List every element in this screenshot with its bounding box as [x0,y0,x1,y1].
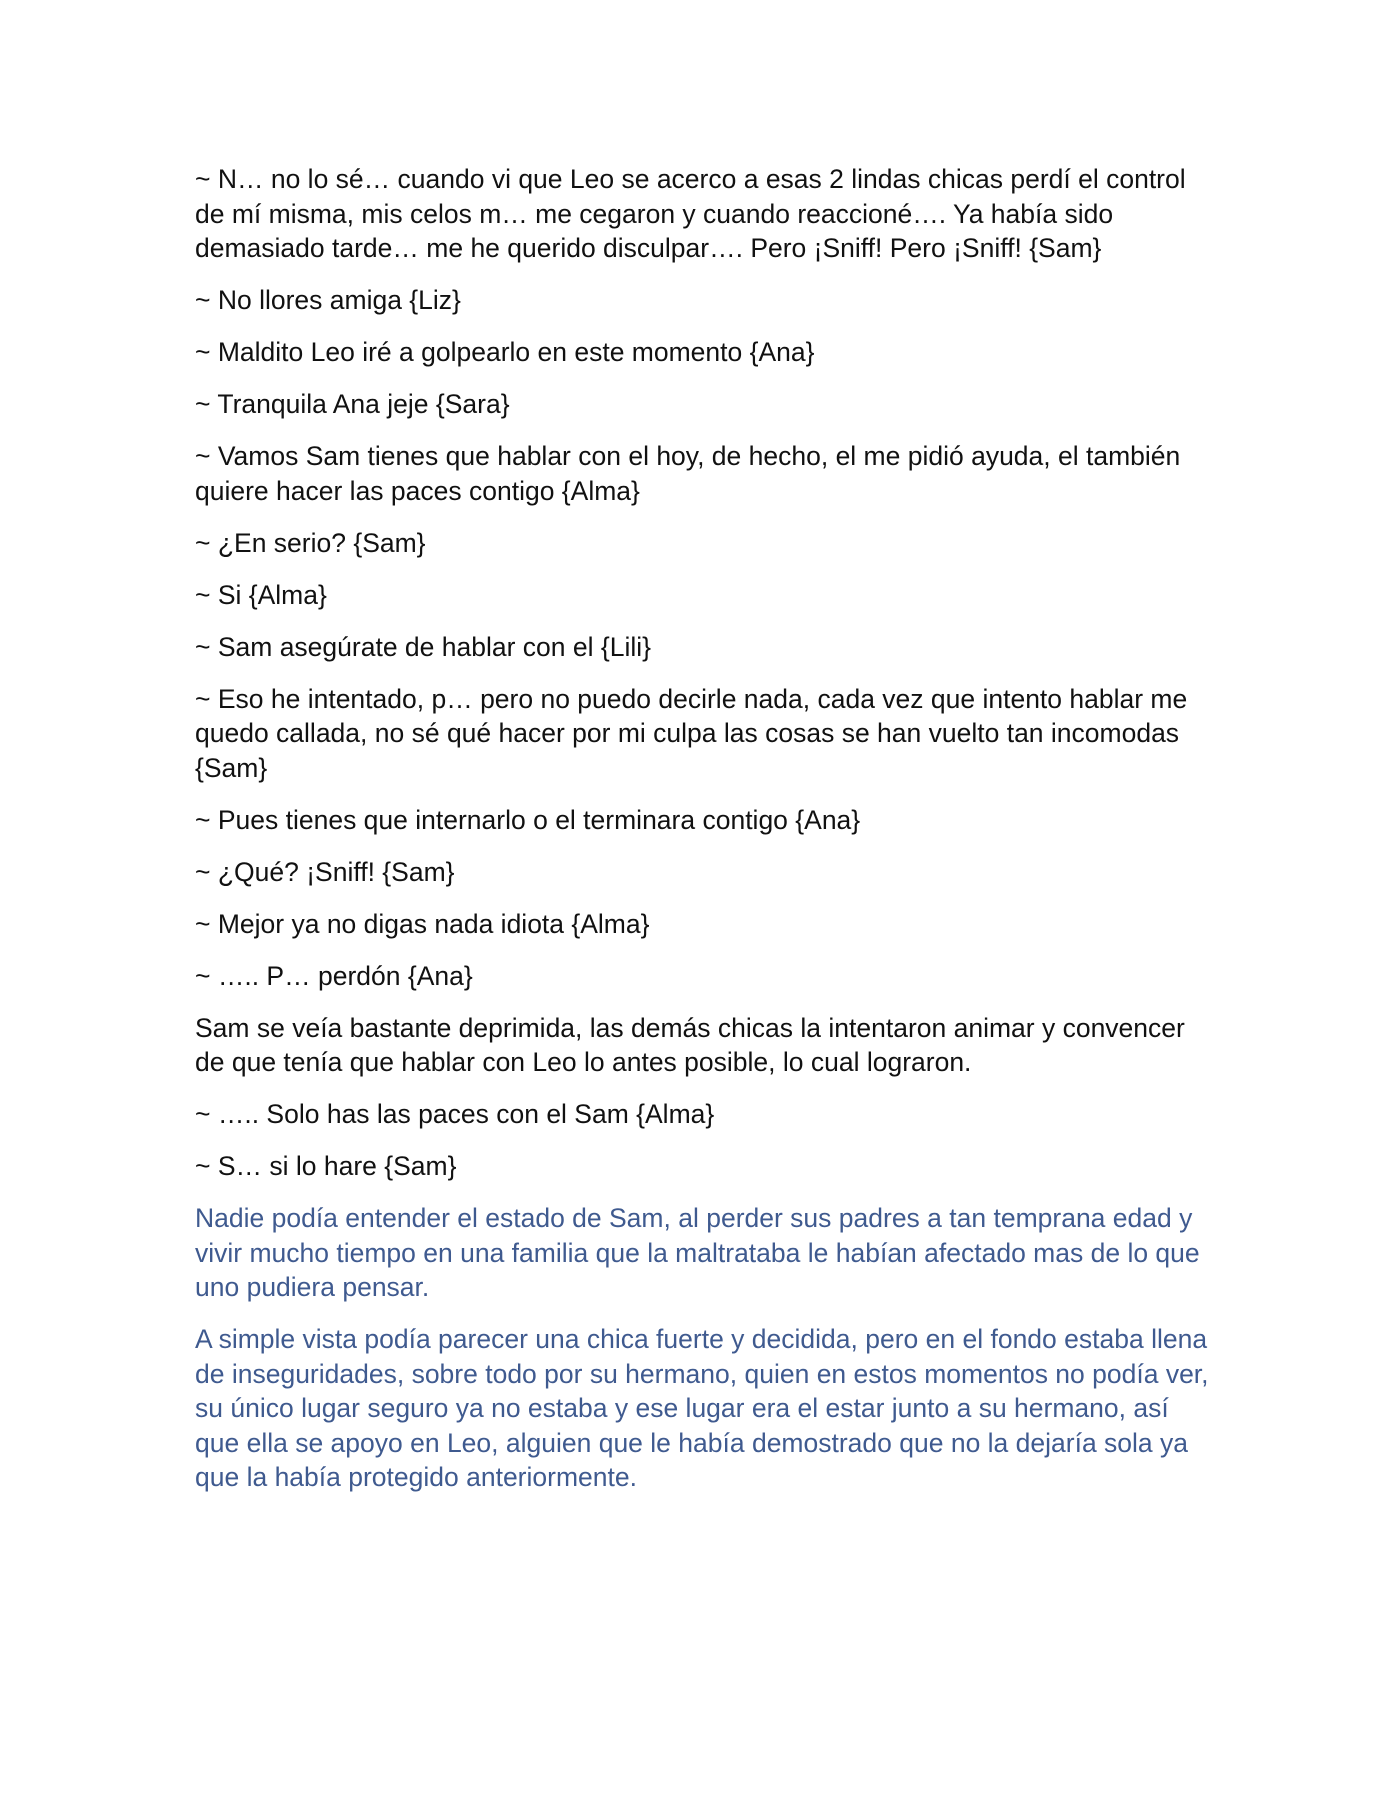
dialogue-line: ~ Vamos Sam tienes que hablar con el hoy, de hecho, el me pidió ayuda, el también quiere hacer las paces contigo {Alma} [195,441,1181,506]
narration-paragraph: Sam se veía bastante deprimida, las demás chicas la intentaron animar y convencer de que tenía que hablar con Leo lo antes posible, lo cual lograron. [195,1012,1185,1077]
dialogue-line: ~ Pues tienes que internarlo o el terminara contigo {Ana} [195,804,861,835]
dialogue-line: ~ ….. P… perdón {Ana} [195,960,473,991]
dialogue-line: ~ No llores amiga {Liz} [195,285,461,315]
narration-paragraph-blue: A simple vista podía parecer una chica fuerte y decidida, pero en el fondo estaba llena de inseguridades, sobre todo por su hermano, quien en estos momentos no podía ver, su único lugar seguro ya no estaba y ese lugar era el estar junto a su hermano, así que ella se apoyo en Leo, alguien que le había demostrado que no la dejaría sola ya que la había protegido anteriormente. [195,1324,1209,1492]
dialogue-line: ~ N… no lo sé… cuando vi que Leo se acerco a esas 2 lindas chicas perdí el control de mí misma, mis celos m… me cegaron y cuando reaccioné…. Ya había sido demasiado tarde… me he querido disculpar…. Pero ¡Sniff! Pero ¡Sniff! {Sam} [195,164,1186,263]
dialogue-line: ~ Maldito Leo iré a golpearlo en este momento {Ana} [195,337,815,367]
dialogue-line: ~ ¿Qué? ¡Sniff! {Sam} [195,856,455,887]
document-body [195,162,1215,1512]
dialogue-line: ~ Eso he intentado, p… pero no puedo decirle nada, cada vez que intento hablar me quedo callada, no sé qué hacer por mi culpa las cosas se han vuelto tan incomodas {Sam} [195,683,1188,783]
dialogue-line: ~ ….. Solo has las paces con el Sam {Alma} [195,1099,715,1129]
dialogue-line: ~ Si {Alma} [195,579,327,610]
dialogue-line: ~ S… si lo hare {Sam} [195,1151,457,1181]
dialogue-line: ~ Sam asegúrate de hablar con el {Lili} [195,631,651,662]
dialogue-line: ~ Mejor ya no digas nada idiota {Alma} [195,908,650,939]
narration-paragraph-blue: Nadie podía entender el estado de Sam, al perder sus padres a tan temprana edad y vivir mucho tiempo en una familia que la maltrataba le habían afectado mas de lo que uno pudiera pensar. [195,1203,1200,1302]
dialogue-line: ~ ¿En serio? {Sam} [195,527,426,558]
dialogue-line: ~ Tranquila Ana jeje {Sara} [195,389,510,419]
